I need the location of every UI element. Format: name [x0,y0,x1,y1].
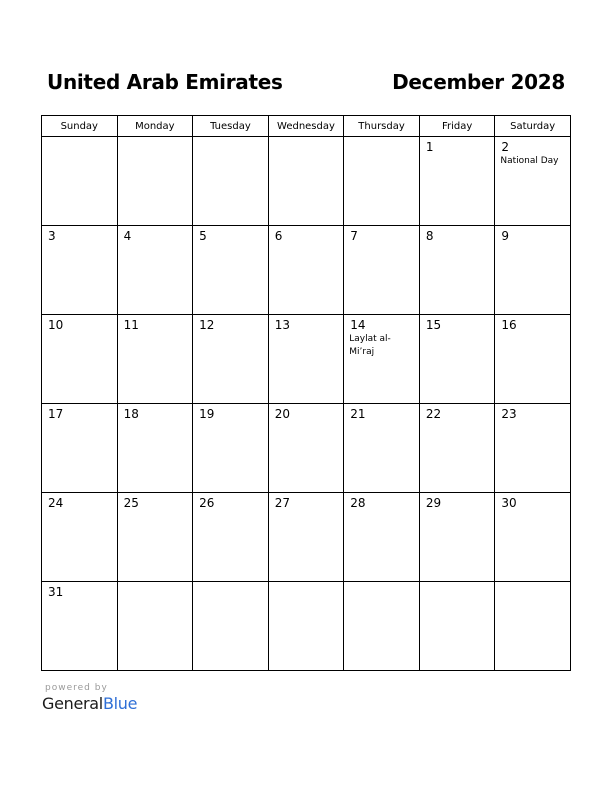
day-cell [419,315,495,404]
holiday-label [42,421,111,422]
day-cell [268,493,344,582]
day-cell [344,493,420,582]
holiday-label [495,510,564,511]
day-number: 8 [425,229,434,243]
day-number: 25 [123,496,139,510]
day-cell [193,493,269,582]
weekday-saturday: Saturday [495,116,571,137]
day-number: 20 [274,407,290,421]
generalblue-logo[interactable] [42,694,137,713]
day-number: 24 [48,496,64,510]
holiday-label [420,332,489,333]
holiday-label: Laylat al-Mi’raj [349,334,391,357]
weekday-thursday: Thursday [344,116,420,137]
holiday-label [495,332,564,333]
holiday-label [420,585,489,586]
holiday-label [344,510,413,511]
day-cell [495,315,571,404]
day-cell [42,582,118,671]
holiday-label [118,140,187,141]
day-number: 27 [274,496,290,510]
day-cell [268,226,344,315]
day-number: 23 [501,407,517,421]
holiday-label [193,510,262,511]
day-cell [42,404,118,493]
country-title: United Arab Emirates [47,70,283,94]
holiday-label [269,585,338,586]
day-number: 9 [501,229,510,243]
day-number: 22 [425,407,442,421]
day-cell [117,137,193,226]
brand-name-part1: General [42,694,103,713]
holiday-label [344,140,413,141]
holiday-label [193,332,262,333]
day-number: 14 [350,318,366,332]
holiday-label [269,243,338,244]
week-row [42,137,571,226]
week-row [42,493,571,582]
day-cell [419,404,495,493]
brand-name-part2: Blue [102,694,138,713]
week-row [42,582,571,671]
holiday-label [420,510,489,511]
day-number: 13 [274,318,290,332]
day-cell [495,226,571,315]
holiday-label [269,140,338,141]
calendar-header [47,70,565,100]
day-number: 12 [199,318,215,332]
day-cell [419,582,495,671]
day-cell [268,137,344,226]
day-number: 15 [425,318,442,332]
day-cell [42,226,118,315]
day-cell [419,226,495,315]
day-cell [42,137,118,226]
powered-by-text: powered by [45,683,108,693]
day-number: 7 [350,229,358,243]
day-cell [495,404,571,493]
weekday-sunday: Sunday [42,116,118,137]
day-number: 3 [48,229,56,243]
day-cell [344,315,420,404]
day-cell [193,404,269,493]
day-cell [193,582,269,671]
weekday-header-row [42,116,571,137]
day-cell [344,137,420,226]
holiday-label [420,243,489,244]
day-number: 5 [199,229,207,243]
holiday-label [42,243,111,244]
day-cell [42,493,118,582]
day-cell [117,315,193,404]
holiday-label [344,243,413,244]
day-number: 30 [501,496,517,510]
footer-branding [42,683,137,713]
holiday-label [269,421,338,422]
day-cell [117,404,193,493]
holiday-label [118,243,187,244]
weekday-monday: Monday [117,116,193,137]
day-number: 2 [501,140,510,154]
holiday-label [420,154,489,155]
day-number: 17 [48,407,64,421]
day-number: 11 [123,318,139,332]
weekday-wednesday: Wednesday [268,116,344,137]
day-cell [42,315,118,404]
weekday-tuesday: Tuesday [193,116,269,137]
day-number: 31 [48,585,64,599]
day-number: 28 [350,496,366,510]
holiday-label [193,243,262,244]
day-cell [495,493,571,582]
day-cell [268,582,344,671]
day-number: 10 [48,318,64,332]
holiday-label [495,421,564,422]
day-number: 6 [274,229,283,243]
month-title: December 2028 [392,70,565,94]
day-cell [193,315,269,404]
holiday-label [42,510,111,511]
holiday-label [118,585,187,586]
day-cell [268,315,344,404]
week-row [42,404,571,493]
day-number: 18 [123,407,139,421]
holiday-label [495,585,564,586]
holiday-label [344,585,413,586]
day-cell [117,582,193,671]
day-number: 26 [199,496,215,510]
day-cell [117,226,193,315]
holiday-label [118,421,187,422]
day-number: 1 [425,140,434,154]
holiday-label [118,510,187,511]
day-cell [344,226,420,315]
holiday-label [269,332,338,333]
day-cell [419,137,495,226]
day-cell [193,137,269,226]
week-row [42,315,571,404]
day-number: 29 [425,496,442,510]
day-cell [344,582,420,671]
day-cell [193,226,269,315]
holiday-label [193,585,262,586]
holiday-label [269,510,338,511]
week-row [42,226,571,315]
day-number: 16 [501,318,517,332]
day-number: 4 [123,229,132,243]
holiday-label [42,140,111,141]
holiday-label: National Day [500,156,559,166]
holiday-label [118,332,187,333]
day-cell [495,582,571,671]
holiday-label [193,140,262,141]
calendar-grid [41,115,571,671]
day-cell [495,137,571,226]
weekday-friday: Friday [419,116,495,137]
day-cell [117,493,193,582]
holiday-label [420,421,489,422]
holiday-label [193,421,262,422]
day-number: 19 [199,407,215,421]
day-number: 21 [350,407,366,421]
day-cell [268,404,344,493]
holiday-label [42,332,111,333]
holiday-label [42,599,111,600]
holiday-label [495,243,564,244]
holiday-label [344,421,413,422]
day-cell [419,493,495,582]
day-cell [344,404,420,493]
